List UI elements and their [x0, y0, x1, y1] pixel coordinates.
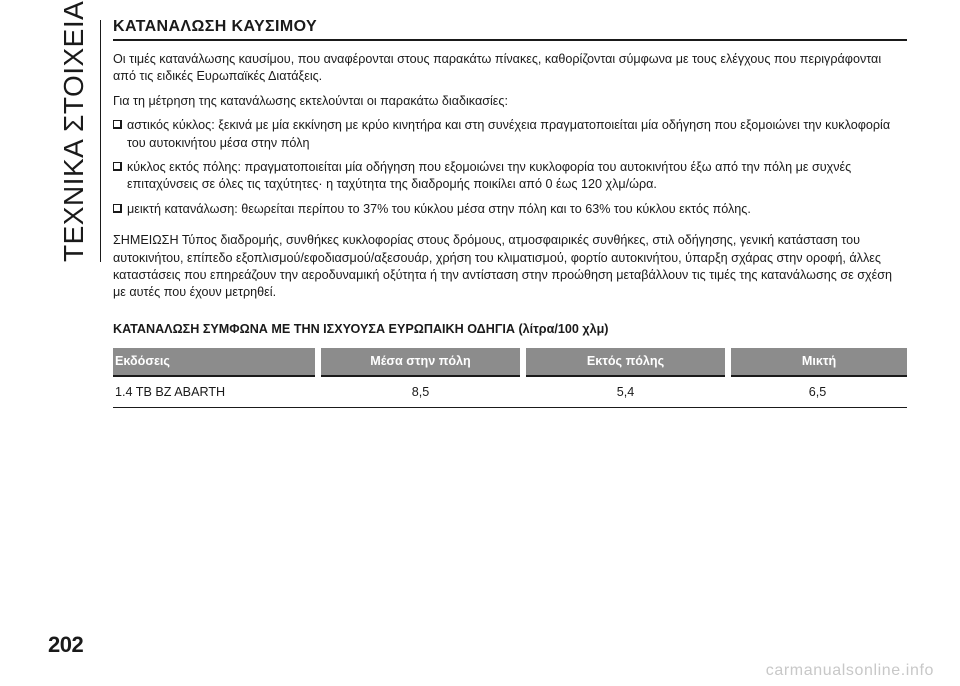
procedure-paragraph: Για τη μέτρηση της κατανάλωσης εκτελούνται οι παρακάτω διαδικασίες: [113, 93, 508, 108]
square-bullet-icon [113, 201, 127, 218]
intro-paragraph: Οι τιμές κατανάλωσης καυσίμου, που αναφέρονται στους παρακάτω πίνακες, καθορίζονται σύμφωνα με τους ελέγχους που περιγράφονται από τις ειδικές Ευρωπαϊκές Διατάξεις. [113, 52, 882, 84]
header-urban: Μέσα στην πόλη [318, 348, 523, 376]
table-title: ΚΑΤΑΝΑΛΩΣΗ ΣΥΜΦΩΝΑ ΜΕ ΤΗΝ ΙΣΧΥΟΥΣΑ ΕΥΡΩΠΑΙΚΗ ΟΔΗΓΙΑ (λίτρα/100 χλμ) [113, 321, 609, 336]
header-versions: Εκδόσεις [113, 348, 318, 376]
table-header-row [113, 348, 907, 376]
section-title: ΚΑΤΑΝΑΛΩΣΗ ΚΑΥΣΙΜΟΥ [113, 18, 907, 41]
list-item [113, 117, 907, 152]
cell-combined: 6,5 [728, 376, 907, 408]
table-row [113, 376, 907, 408]
cell-urban: 8,5 [318, 376, 523, 408]
header-extra-urban: Εκτός πόλης [523, 348, 728, 376]
page-content [113, 18, 907, 408]
watermark: carmanualsonline.info [765, 662, 934, 679]
side-divider [100, 20, 101, 262]
square-bullet-icon [113, 159, 127, 176]
cell-extra-urban: 5,4 [523, 376, 728, 408]
cell-version: 1.4 TB BZ ABARTH [113, 376, 318, 408]
note-paragraph: ΣΗΜΕΙΩΣΗ Τύπος διαδρομής, συνθήκες κυκλοφορίας στους δρόμους, ατμοσφαιρικές συνθήκες, στιλ οδήγησης, γενική κατάσταση του αυτοκινήτου, επίπεδο εξοπλισμού/εφοδιασμού/αξεσουάρ, χρήση του κλιματισμού, φορτίο αυτοκινήτου, ύπαρξη σχάρας στην οροφή, άλλες καταστάσεις που επηρεάζουν την αεροδυναμική οξύτητα ή την αντίσταση στην προώθηση μεταβάλλουν τις τιμές της κατανάλωσης σε σχέση με αυτές που έχουν μετρηθεί. [113, 233, 892, 300]
list-item-text: αστικός κύκλος: ξεκινά με μία εκκίνηση με κρύο κινητήρα και στη συνέχεια πραγματοποιείται μία οδήγηση που εξομοιώνει την κυκλοφορία του αυτοκινήτου μέσα στην πόλη [127, 118, 891, 150]
header-combined: Μικτή [728, 348, 907, 376]
list-item-text: μεικτή κατανάλωση: θεωρείται περίπου το 37% του κύκλου μέσα στην πόλη και το 63% του κύκλου εκτός πόλης. [127, 201, 751, 216]
page-number: 202 [48, 632, 84, 657]
list-item [113, 159, 907, 194]
list-item-text: κύκλος εκτός πόλης: πραγματοποιείται μία οδήγηση που εξομοιώνει την κυκλοφορία του αυτοκινήτου έξω από την πόλη με συχνές επιταχύνσεις σε όλες τις ταχύτητες· η ταχύτητα της διαδρομής ποικίλει από 0 έως 120 χλμ/ώρα. [127, 160, 852, 192]
consumption-table [113, 348, 907, 408]
side-tab [48, 0, 100, 262]
square-bullet-icon [113, 117, 127, 134]
list-item [113, 201, 907, 218]
side-tab-label: ΤΕΧΝΙΚΑ ΣΤΟΙΧΕΙΑ [58, 0, 89, 262]
